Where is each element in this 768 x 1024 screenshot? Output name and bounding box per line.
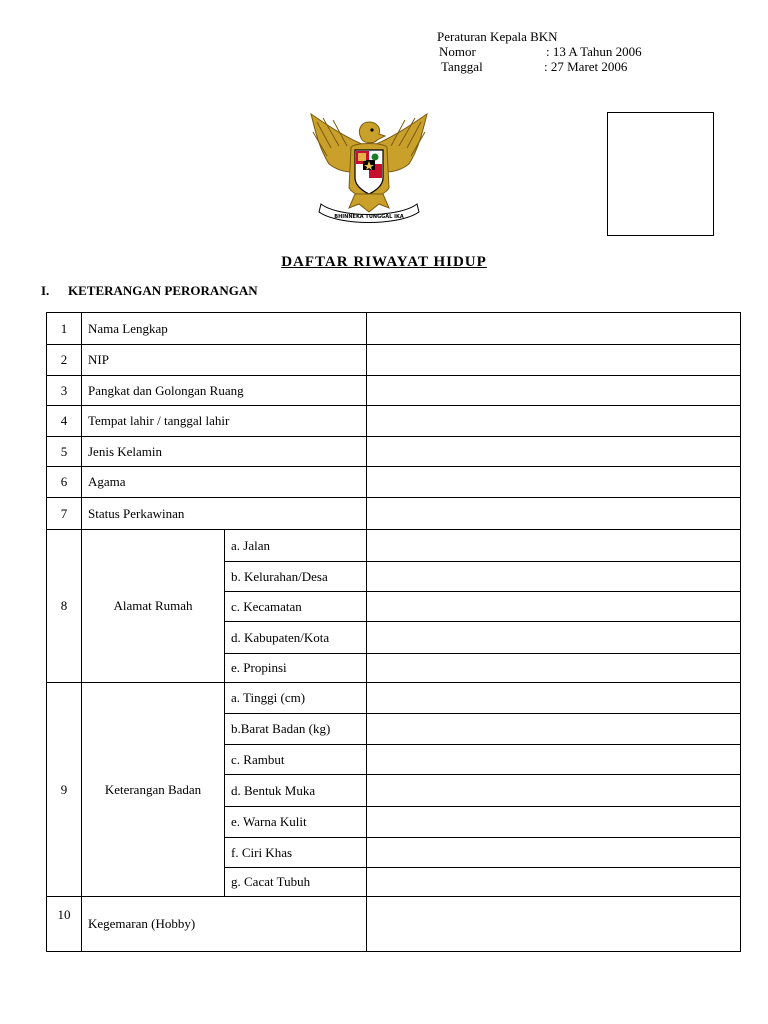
row-number: 5 bbox=[47, 437, 82, 467]
row-label: Nama Lengkap bbox=[82, 313, 367, 345]
body-item-label: g. Cacat Tubuh bbox=[225, 868, 367, 897]
row-number: 4 bbox=[47, 406, 82, 437]
regulation-reference bbox=[437, 29, 642, 74]
row-number: 1 bbox=[47, 313, 82, 345]
row-label: Jenis Kelamin bbox=[82, 437, 367, 467]
face-shape-field[interactable] bbox=[367, 775, 741, 807]
district-field[interactable] bbox=[367, 592, 741, 622]
skin-color-field[interactable] bbox=[367, 807, 741, 838]
row-number: 6 bbox=[47, 467, 82, 498]
body-item-label: f. Ciri Khas bbox=[225, 838, 367, 868]
row-label: Kegemaran (Hobby) bbox=[82, 897, 367, 952]
body-item-label: d. Bentuk Muka bbox=[225, 775, 367, 807]
section-heading bbox=[41, 283, 258, 299]
row-number: 7 bbox=[47, 498, 82, 530]
table-row bbox=[47, 530, 741, 562]
row-number: 3 bbox=[47, 376, 82, 406]
emblem-motto: BHINNEKA TUNGGAL IKA bbox=[334, 214, 404, 220]
address-group-label: Alamat Rumah bbox=[82, 530, 225, 683]
address-item-label: d. Kabupaten/Kota bbox=[225, 622, 367, 654]
table-row bbox=[47, 467, 741, 498]
number-label: Nomor bbox=[439, 44, 476, 59]
garuda-pancasila-emblem-icon bbox=[305, 108, 433, 226]
row-number: 2 bbox=[47, 345, 82, 376]
body-item-label: e. Warna Kulit bbox=[225, 807, 367, 838]
row-label: Pangkat dan Golongan Ruang bbox=[82, 376, 367, 406]
regency-field[interactable] bbox=[367, 622, 741, 654]
street-field[interactable] bbox=[367, 530, 741, 562]
address-item-label: b. Kelurahan/Desa bbox=[225, 562, 367, 592]
row-label: NIP bbox=[82, 345, 367, 376]
regulation-number-row bbox=[439, 44, 642, 59]
body-info-group-label: Keterangan Badan bbox=[82, 683, 225, 897]
section-title: KETERANGAN PERORANGAN bbox=[68, 283, 258, 298]
full-name-field[interactable] bbox=[367, 313, 741, 345]
body-item-label: a. Tinggi (cm) bbox=[225, 683, 367, 714]
hobby-field[interactable] bbox=[367, 897, 741, 952]
table-row bbox=[47, 897, 741, 952]
table-row bbox=[47, 345, 741, 376]
body-item-label: c. Rambut bbox=[225, 745, 367, 775]
row-number: 8 bbox=[47, 530, 82, 683]
regulation-date-row bbox=[441, 59, 642, 74]
nip-field[interactable] bbox=[367, 345, 741, 376]
address-item-label: e. Propinsi bbox=[225, 654, 367, 683]
row-label: Agama bbox=[82, 467, 367, 498]
row-number: 9 bbox=[47, 683, 82, 897]
marital-status-field[interactable] bbox=[367, 498, 741, 530]
personal-info-table bbox=[46, 312, 741, 952]
province-field[interactable] bbox=[367, 654, 741, 683]
address-item-label: a. Jalan bbox=[225, 530, 367, 562]
photo-box bbox=[607, 112, 714, 236]
number-value: : 13 A Tahun 2006 bbox=[546, 44, 642, 59]
religion-field[interactable] bbox=[367, 467, 741, 498]
document-title-text: DAFTAR RIWAYAT HIDUP bbox=[281, 254, 487, 270]
table-row bbox=[47, 498, 741, 530]
table-row bbox=[47, 313, 741, 345]
birth-field[interactable] bbox=[367, 406, 741, 437]
date-label: Tanggal bbox=[441, 59, 483, 74]
date-value: : 27 Maret 2006 bbox=[544, 59, 628, 74]
document-title bbox=[0, 253, 768, 271]
gender-field[interactable] bbox=[367, 437, 741, 467]
address-item-label: c. Kecamatan bbox=[225, 592, 367, 622]
row-label: Tempat lahir / tanggal lahir bbox=[82, 406, 367, 437]
disability-field[interactable] bbox=[367, 868, 741, 897]
table-row bbox=[47, 376, 741, 406]
special-mark-field[interactable] bbox=[367, 838, 741, 868]
regulation-title: Peraturan Kepala BKN bbox=[437, 29, 558, 44]
rank-field[interactable] bbox=[367, 376, 741, 406]
height-field[interactable] bbox=[367, 683, 741, 714]
table-row bbox=[47, 437, 741, 467]
body-item-label: b.Barat Badan (kg) bbox=[225, 714, 367, 745]
hair-field[interactable] bbox=[367, 745, 741, 775]
table-row bbox=[47, 683, 741, 714]
section-number: I. bbox=[41, 283, 50, 298]
row-label: Status Perkawinan bbox=[82, 498, 367, 530]
village-field[interactable] bbox=[367, 562, 741, 592]
row-number: 10 bbox=[47, 897, 82, 952]
weight-field[interactable] bbox=[367, 714, 741, 745]
table-row bbox=[47, 406, 741, 437]
